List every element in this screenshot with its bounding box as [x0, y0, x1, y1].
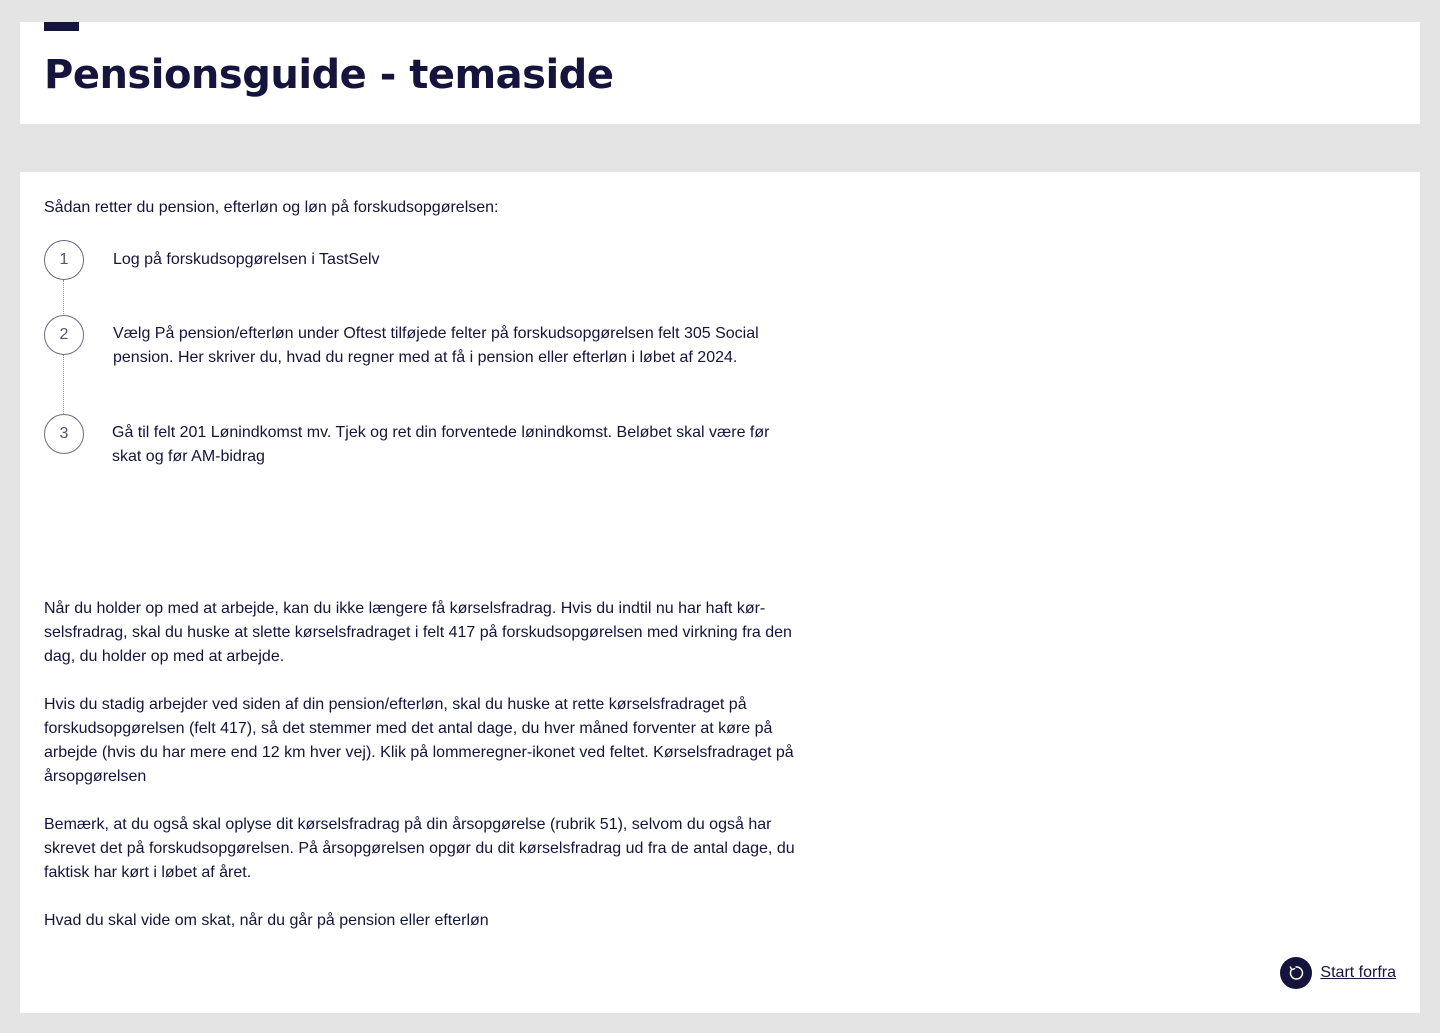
step-text-2: Vælg På pension/efterløn under Oftest tilføjede felter på forskudsopgørelsen felt 305 Social pension. Her skriver du, hvad du regner med at få i pension eller efterløn i løbet af 2024.: [113, 325, 759, 366]
main-content: [20, 172, 1420, 1013]
header-accent-bar: [44, 22, 79, 31]
step-text-1: Log på forskudsopgørelsen i TastSelv: [113, 251, 380, 268]
paragraph-korselsfradrag-stop: Når du holder op med at arbejde, kan du ikke længere få kørselsfradrag. Hvis du indtil nu har haft kørselsfradrag, skal du huske at slette kørselsfradraget i felt 417 på forskudsopgørelsen med virkning fra den dag, du holder op med at arbejde.: [44, 600, 792, 665]
step-number-3: 3: [44, 414, 84, 454]
paragraph-hvad-du-skal-vide: Hvad du skal vide om skat, når du går på pension eller efterløn: [44, 912, 489, 929]
restart-icon: [1280, 957, 1312, 989]
step-number-2: 2: [44, 315, 84, 355]
step-number-1: 1: [44, 240, 84, 280]
page-header: [20, 22, 1420, 124]
paragraph-aarsopgoerelse: Bemærk, at du også skal oplyse dit kørselsfradrag på din årsopgørelse (rubrik 51), selvom du også har skrevet det på forskudsopgørelsen. På årsopgørelsen opgør du dit kørselsfradrag ud fra de antal dage, du faktisk har kørt i løbet af året.: [44, 816, 795, 881]
page-title: Pensionsguide - temaside: [44, 52, 614, 98]
restart-label: Start forfra: [1320, 964, 1396, 981]
restart-button[interactable]: [1280, 957, 1396, 989]
step-connector: [63, 355, 64, 416]
intro-text: Sådan retter du pension, efterløn og løn på forskudsopgørelsen:: [44, 199, 499, 216]
paragraph-korselsfradrag-arbejde: Hvis du stadig arbejder ved siden af din pension/efterløn, skal du huske at rette kørselsfradraget på forskudsopgørelsen (felt 417), så det stemmer med det antal dage, du hver måned forventer at køre på arbejde (hvis du har mere end 12 km hver vej). Klik på lommeregner-ikonet ved feltet. Kørselsfradraget på årsopgørelsen: [44, 696, 794, 785]
step-text-3: Gå til felt 201 Lønindkomst mv. Tjek og ret din forventede lønindkomst. Beløbet skal være før skat og før AM-bidrag: [112, 424, 770, 465]
step-connector: [63, 280, 64, 316]
